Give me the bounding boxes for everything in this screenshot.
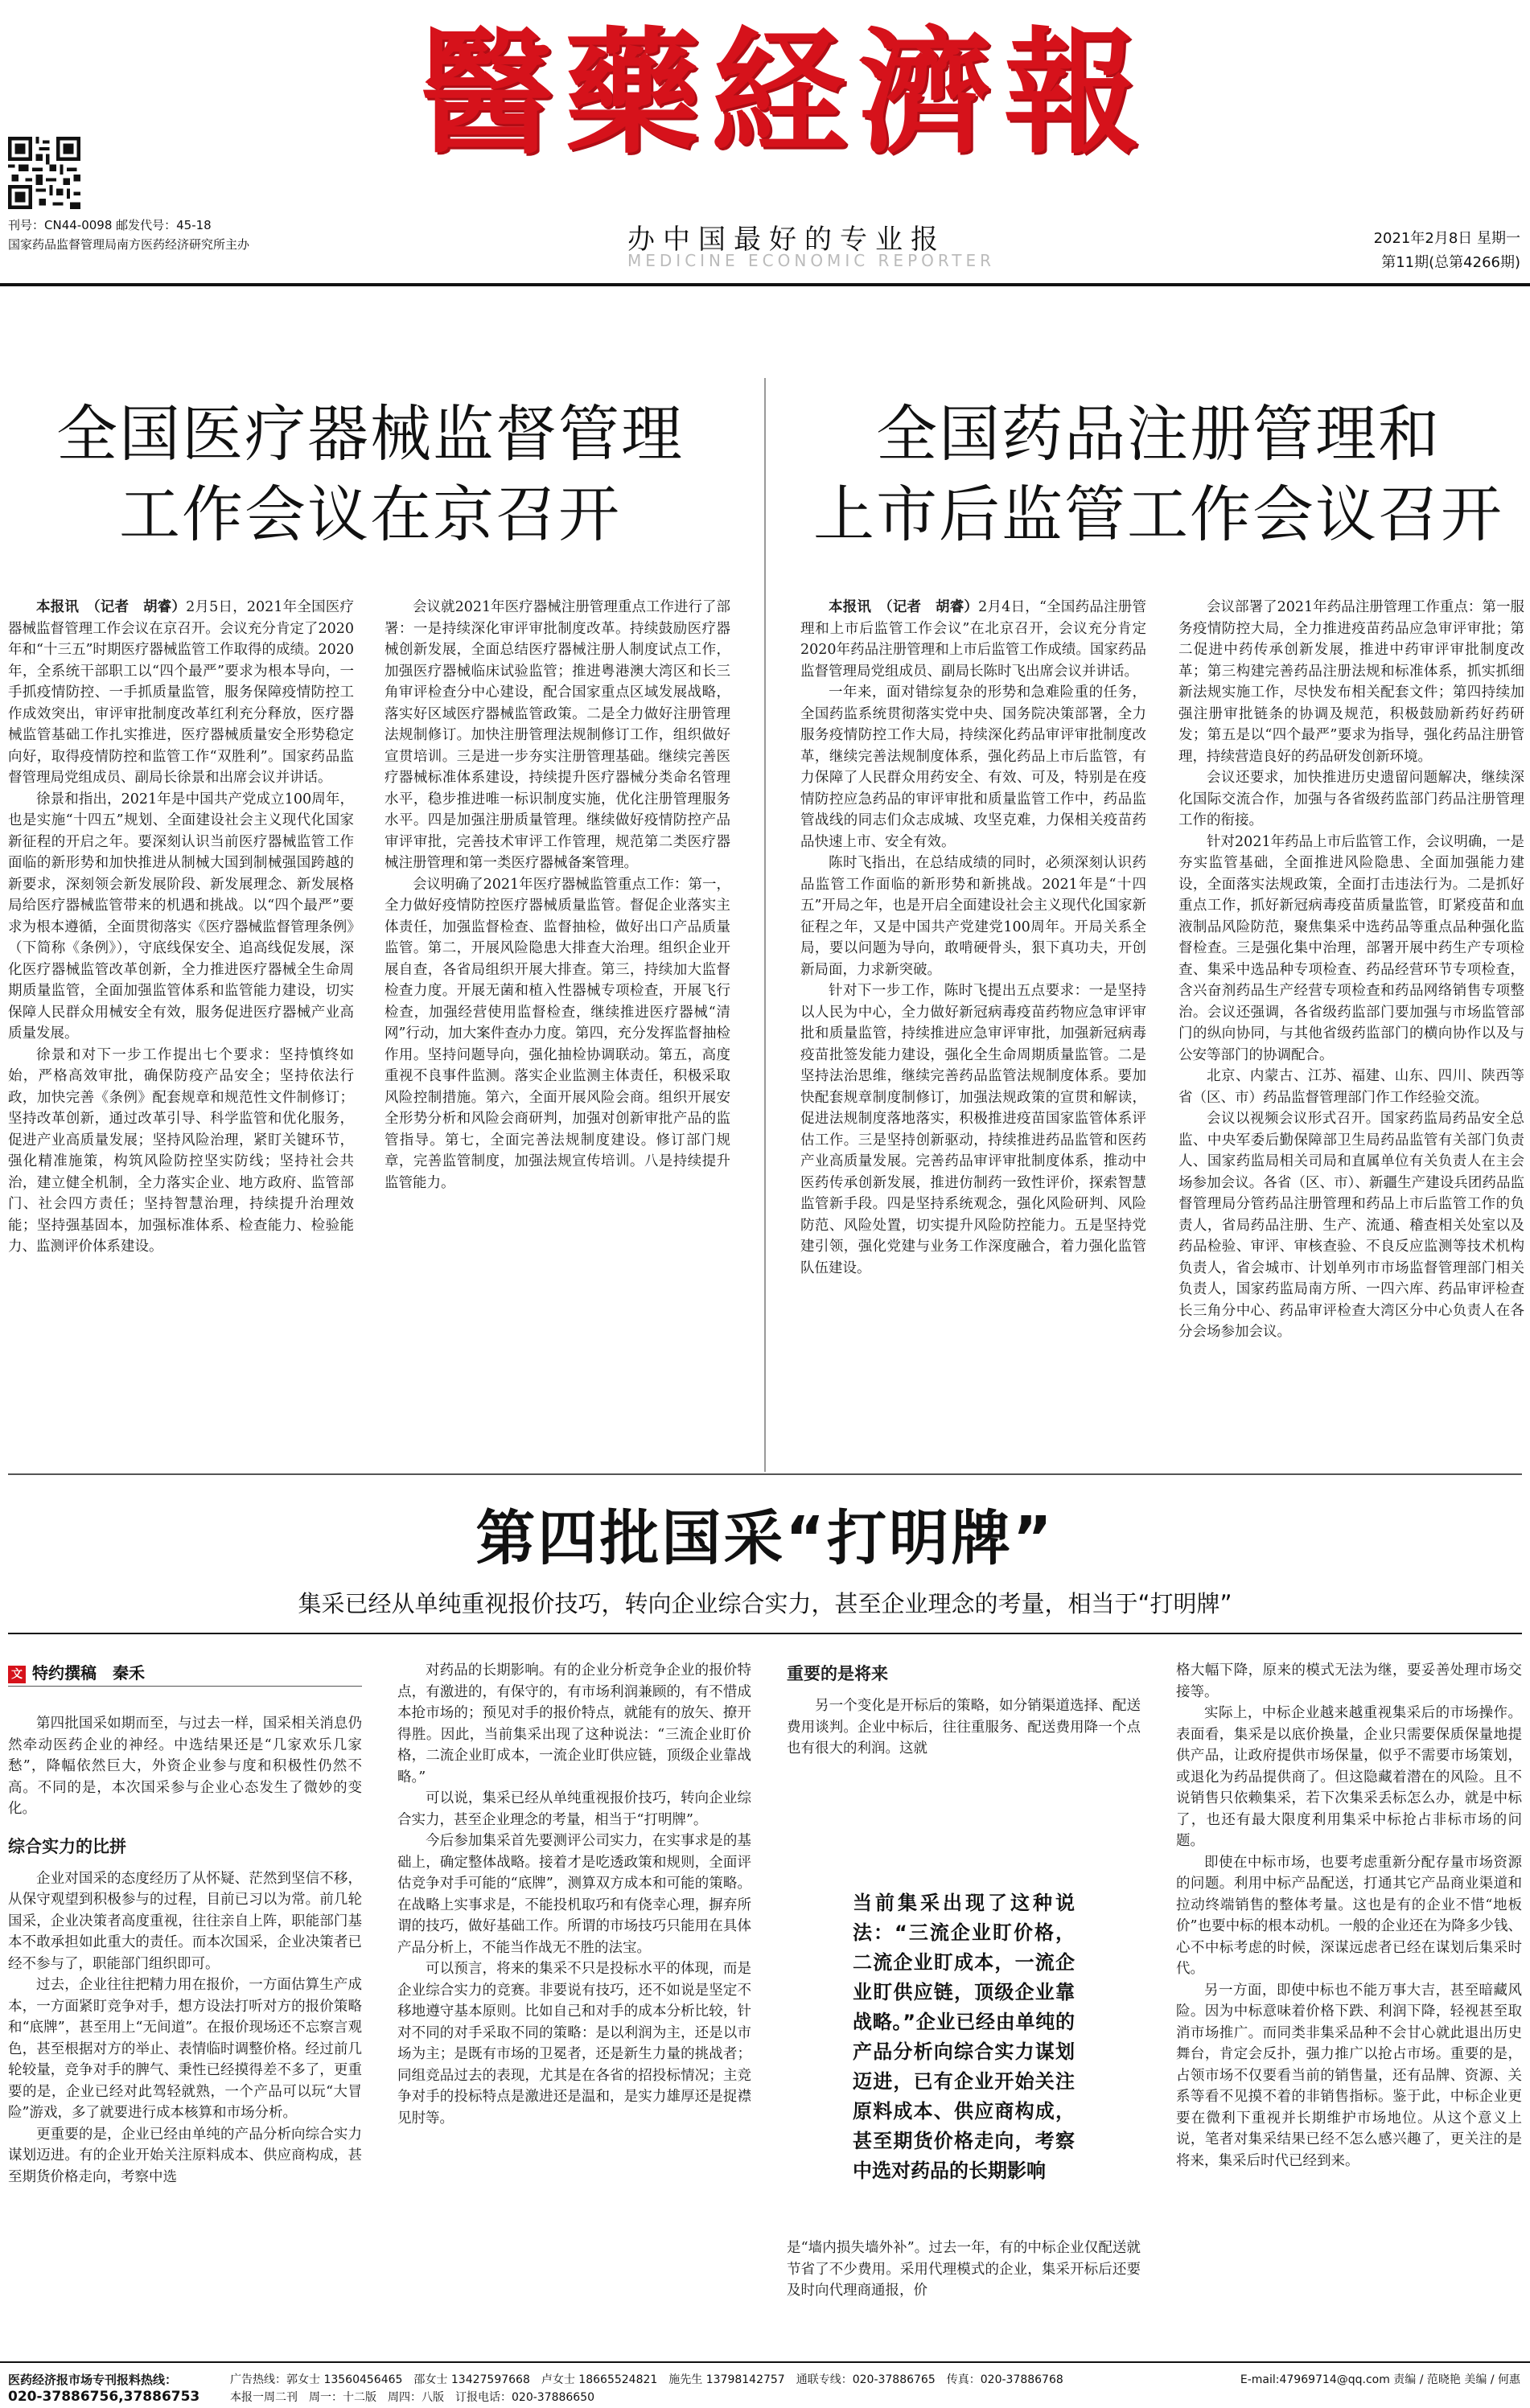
column-divider [764,378,766,1472]
subscription-info: 本报一周二刊 周一：十二版 周四：八版 订报电话：020-37886650 [230,2391,595,2404]
article-badge-icon: 文 [8,1666,26,1683]
article2-headline [796,394,1520,555]
issue-info [1374,227,1520,275]
slogan: 办中国最好的专业报 [627,224,946,256]
feature-subhead-2: 重要的是将来 [787,1664,888,1683]
feature-paragraph: 实际上，中标企业越来越重视集采后的市场操作。表面看，集采是以底价换量，企业只需要保质保量地提供产品，让政府提供市场保量，似乎不需要市场策划，或退化为药品提供商了。但这隐藏着潜在的风险。且不说销售只依赖集采，若下次集采丢标怎么办，就是中标了，也还有最大限度利用集采中标抢占非标市场的问题。 [1176,1705,1522,1849]
article2-paragraph: 会议还要求，加快推进历史遗留问题解决，继续深化国际交流合作，加强与各省级药监部门药品注册管理工作的衔接。 [1178,770,1524,828]
deck-divider [8,1633,1522,1634]
feature-column-1 [8,1713,362,2340]
feature-column-4 [1176,1660,1522,2344]
feature-subhead-1: 综合实力的比拼 [8,1836,126,1856]
article1-paragraph: 会议明确了2021年医疗器械监管重点工作：第一，全力做好疫情防控医疗器械质量监管。督促企业落实主体责任，加强监督检查、监督抽检，做好出口产品质量监管。第二，开展风险隐患大排查大治理。组织企业开展自查，各省局组织开展大排查。第三，持续加大监督检查力度。开展无菌和植入性器械专项检查，开展飞行检查，加强经营使用监督检查，继续推进医疗器械“清网”行动，加大案件查办力度。第四，充分发挥监督抽检作用。坚持问题导向，强化抽检协调联动。第五，高度重视不良事件监测。落实企业监测主体责任，积极采取风险控制措施。第六，全面开展风险会商。组织开展安全形势分析和风险会商研判，加强对创新审批产品的监管指导。第七，全面完善法规制度建设。修订部门规章，完善监管制度，加强法规宣传培训。八是持续提升监管能力。 [385,876,730,1191]
author-divider [8,1686,362,1687]
feature-column-2 [397,1660,751,2344]
feature-paragraph: 可以预言，将来的集采不只是投标水平的体现，而是企业综合实力的竞赛。非要说有技巧，还不如说是坚定不移地遵守基本原则。比如自己和对手的成本分析比较，针对不同的对手采取不同的策略：是以利润为主，还是以市场为主；是既有市场的卫冕者，还是新生力量的挑战者；同组竞品过去的表现，尤其是在各省的招投标情况；主竞争对手的投标特点是激进还是温和，是实力雄厚还是捉襟见肘等。 [397,1961,751,2127]
article1-column-1 [8,597,354,1465]
footer [0,2365,1530,2408]
section-divider [8,1473,1522,1475]
author-label: 特约撰稿 秦禾 [32,1663,145,1683]
article1-headline [16,394,724,555]
article1-column-2 [385,597,730,1465]
sponsor-info: 国家药品监督管理局南方医药经济研究所主办 [8,237,250,252]
feature-paragraph: 另一方面，即使中标也不能万事大吉，甚至暗藏风险。因为中标意味着价格下跌、利润下降，轻视甚至取消市场推广。而同类非集采品种不会甘心就此退出历史舞台，肯定会反扑，强力推广以抢占市场。重要的是，占领市场不仅要看当前的销售量，还有品牌、资源、关系等看不见摸不着的非销售指标。鉴于此，中标企业更要在微利下重视并长期维护市场地位。从这个意义上说，笔者对集采结果已经不怎么感兴趣了，更关注的是将来，集采后时代已经到来。 [1176,1982,1522,2169]
feature-paragraph: 第四批国采如期而至，与过去一样，国采相关消息仍然牵动医药企业的神经。中选结果还是“几家欢乐几家愁”，降幅依然巨大，外资企业参与度和积极性仍然不高。不同的是，本次国采参与企业心态发生了微妙的变化。 [8,1716,362,1817]
masthead [0,0,1530,306]
article1-byline: 本报讯 （记者 胡睿） [36,599,187,615]
article2-column-2 [1178,597,1524,1465]
article1-paragraph: 徐景和对下一步工作提出七个要求：坚持慎终如始，严格高效审批，确保防疫产品安全；坚持依法行政，加快完善《条例》配套规章和规范性文件制修订；坚持改革创新，通过改革引导、科学监管和优化服务，促进产业高质量发展；坚持风险治理，紧盯关键环节，强化精准施策，构筑风险防控坚实防线；坚持社会共治，建立健全机制，全力落实企业、地方政府、监管部门、社会四方责任；坚持智慧治理，持续提升治理效能；坚持强基固本，加强标准体系、检查能力、检验能力、监测评价体系建设。 [8,1046,354,1255]
feature-paragraph: 是“墙内损失墙外补”。过去一年，有的中标企业仅配送就节省了不少费用。采用代理模式的企业，集采开标后还要及时向代理商通报，价 [787,2240,1141,2299]
qr-code-icon [8,137,80,209]
feature-paragraph: 企业对国采的态度经历了从怀疑、茫然到坚信不移，从保守观望到积极参与的过程，目前已习以为常。前几轮国采，企业决策者高度重视，往往亲自上阵，职能部门基本不敢承担如此重大的责任。而本次国采，企业决策者已经不参与了，职能部门组织即可。 [8,1870,362,1972]
article2-paragraph: 针对2021年药品上市后监管工作，会议明确，一是夯实监管基础，全面推进风险隐患、全面加强能力建设，全面落实法规政策，全面打击违法行为。二是抓好重点工作，抓好新冠病毒疫苗质量监管，盯紧疫苗和血液制品风险防范，聚焦集采中选药品等重点品种强化监督检查。三是强化集中治理，部署开展中药生产专项检查、集采中选品种专项检查、药品经营环节专项检查，含兴奋剂药品生产经营专项检查和药品网络销售专项整治。会议还强调，各省级药监部门要加强与市场监管部门的纵向协同，与其他省级药监部门的横向协作以及与公安等部门的协调配合。 [1178,833,1524,1063]
feature-deck: 集采已经从单纯重视报价技巧，转向企业综合实力，甚至企业理念的考量，相当于“打明牌” [298,1590,1232,1617]
article2-byline: 本报讯 （记者 胡睿） [829,599,979,615]
article2-paragraph: 针对下一步工作，陈时飞提出五点要求：一是坚持以人民为中心，全力做好新冠病毒疫苗药物应急审评审批和质量监管，持续推进应急审评审批，加强新冠病毒疫苗批签发能力建设，强化全生命周期质量监管。二是坚持法治思维，继续完善药品监管法规制度体系。要加快配套规章制度制修订，加强法规政策的宣贯和解读，促进法规制度落地落实，积极推进疫苗国家监管体系评估工作。三是坚持创新驱动，持续推进药品监管和医药产业高质量发展。完善药品审评审批制度体系，推动中医药传承创新发展，推进仿制药一致性评价，探索智慧监管新手段。四是坚持系统观念，强化风险研判、风险防范、风险处置，切实提升风险防控能力。五是坚持党建引领，强化党建与业务工作深度融合，着力强化监管队伍建设。 [800,983,1146,1276]
hotline-numbers: 020-37886756,37886753 [8,2389,200,2405]
article2-paragraph: 会议以视频会议形式召开。国家药监局药品安全总监、中央军委后勤保障部卫生局药品监管有关部门负责人、国家药监局相关司局和直属单位有关负责人在主会场参加会议。各省（区、市）、新疆生产建设兵团药品监督管理局分管药品注册管理和药品上市后监管工作的负责人，省局药品注册、生产、流通、稽查相关处室以及药品检验、审评、审核查验、不良反应监测等技术机构负责人，省会城市、计划单列市市场监督管理部门相关负责人，国家药监局南方所、一四六库、药品审评检查长三角分中心、药品审评检查大湾区分中心负责人在各分会场参加会议。 [1178,1111,1524,1340]
feature-column-3-continued [787,2237,1141,2342]
feature-paragraph: 过去，企业往往把精力用在报价，一方面估算生产成本，一方面紧盯竞争对手，想方设法打听对方的报价策略和“底牌”，甚至用上“无间道”。在报价现场还不忘察言观色，甚至根据对方的举止、表情临时调整价格。经过前几轮较量，竞争对手的脾气、秉性已经摸得差不多了，更重要的是，企业已经对此驾轻就熟，一个产品可以玩“大冒险”游戏，多了就要进行成本核算和市场分析。 [8,1977,362,2121]
editor-credits: E-mail:47969714@qq.com 责编 / 范晓艳 美编 / 何惠 [1240,2373,1520,2386]
publication-meta [8,216,370,254]
masthead-divider [0,283,1530,286]
feature-author [8,1660,145,1683]
feature-headline: 第四批国采“打明牌” [475,1504,1055,1573]
article2-headline-line2: 上市后监管工作会议召开 [813,479,1503,550]
newspaper-logo: 醫藥経濟報 [418,13,1150,172]
publication-info: 刊号：CN44-0098 邮发代号：45-18 [8,218,212,232]
article1-headline-line2: 工作会议在京召开 [119,479,621,550]
article2-column-1 [800,597,1146,1465]
issue-number: 第11期(总第4266期) [1381,254,1520,271]
article2-paragraph: 会议部署了2021年药品注册管理工作重点：第一服务疫情防控大局，全力推进疫苗药品应急审评审批；第二促进中药传承创新发展，推进中药审评审批制度改革；第三构建完善药品注册法规和标准体系，抓实抓细新法规实施工作，尽快发布相关配套文件；第四持续加强注册审批链条的协调及规范，积极鼓励新药好药研发；第五是以“四个最严”要求为指导，强化药品注册管理，持续营造良好的药品研发创新环境。 [1178,599,1524,765]
feature-paragraph: 格大幅下降，原来的模式无法为继，要妥善处理市场交接等。 [1176,1662,1522,1700]
feature-paragraph: 另一个变化是开标后的策略，如分销渠道选择、配送费用谈判。企业中标后，往往重服务、配送费用降一个点也有很大的利润。这就 [787,1698,1141,1757]
ad-contacts: 广告热线：郭女士 13560456465 邵女士 13427597668 卢女士 18665524821 施先生 13798142757 通联专线：020-37886765 传真：020-37886768 [230,2373,1063,2386]
pullquote: 当前集采出现了这种说法：“三流企业盯价格，二流企业盯成本，一流企业盯供应链，顶级企业靠战略。”企业已经由单纯的产品分析向综合实力谋划迈进，已有企业开始关注原料成本、供应商构成，甚至期货价格走向，考察中选对药品的长期影响 [853,1888,1075,2186]
footer-divider [0,2361,1530,2363]
feature-paragraph: 今后参加集采首先要测评公司实力，在实事求是的基础上，确定整体战略。接着才是吃透政策和规则，全面评估竞争对手可能的“底牌”，测算双方成本和可能的策略。在战略上实事求是，不能投机取巧和有侥幸心理，摒弃所谓的技巧，做好基础工作。所谓的市场技巧只能用在具体产品分析上，不能当作战无不胜的法宝。 [397,1833,751,1956]
article2-paragraph: 一年来，面对错综复杂的形势和急难险重的任务，全国药监系统贯彻落实党中央、国务院决策部署，全力服务疫情防控工作大局，持续深化药品审评审批制度改革，继续完善法规制度体系，强化药品上市后监管，有力保障了人民群众用药安全、有效、可及，特别是在疫情防控应急药品的审评审批和质量监管工作中，药品监管战线的同志们众志成城、攻坚克难，力保相关疫苗药品快速上市、安全有效。 [800,684,1146,850]
article1-headline-line1: 全国医疗器械监督管理 [56,398,684,470]
hotline-label: 医药经济报市场专刊报料热线： [8,2373,178,2387]
article1-paragraph: 徐景和指出，2021年是中国共产党成立100周年，也是实施“十四五”规划、全面建设社会主义现代化国家新征程的开启之年。要深刻认识当前医疗器械监管工作面临的新形势和加快推进从制械大国到制械强国跨越的新要求，深刻领会新发展阶段、新发展理念、新发展格局给医疗器械监管带来的机遇和挑战。以“四个最严”要求为根本遵循，全面贯彻落实《医疗器械监督管理条例》（下简称《条例》），守底线保安全、追高线促发展，深化医疗器械监管改革创新，全力推进医疗器械全生命周期质量监管，全面加强监管体系和监管能力建设，切实保障人民群众用械安全有效，服务促进医疗器械产业高质量发展。 [8,791,354,1042]
feature-paragraph: 更重要的是，企业已经由单纯的产品分析向综合实力谋划迈进。有的企业开始关注原料成本、供应商构成，甚至期货价格走向，考察中选 [8,2126,362,2185]
article2-paragraph: 北京、内蒙古、江苏、福建、山东、四川、陕西等省（区、市）药品监督管理部门作工作经验交流。 [1178,1068,1524,1106]
article2-paragraph: 陈时飞指出，在总结成绩的同时，必须深刻认识药品监管工作面临的新形势和新挑战。2021年是“十四五”开局之年，也是开启全面建设社会主义现代化国家新征程之年，又是中国共产党建党100周年。开局关系全局，要以问题为导向，敢啃硬骨头，狠下真功夫，开创新局面，力求新突破。 [800,855,1146,978]
feature-paragraph: 对药品的长期影响。有的企业分析竞争企业的报价特点，有激进的，有保守的，有市场利润兼顾的，有不惜成本抢市场的；预见对手的报价特点，就能有的放矢、撩开得胜。因此，当前集采出现了这种说法：“三流企业盯价格，二流企业盯成本，一流企业盯供应链，顶级企业靠战略。” [397,1662,751,1785]
issue-date: 2021年2月8日 星期一 [1373,230,1520,247]
feature-paragraph: 即使在中标市场，也要考虑重新分配存量市场资源的问题。利用中标产品配送，打通其它产品商业渠道和拉动终端销售的整体考量。这也是有的企业不惜“地板价”也要中标的根本动机。一般的企业还在为降多少钱、心不中标考虑的时候，深谋远虑者已经在谋划后集采时代。 [1176,1854,1522,1977]
article1-paragraph: 本报讯 （记者 胡睿）2月5日，2021年全国医疗器械监督管理工作会议在京召开。会议充分肯定了2020年和“十三五”时期医疗器械监管工作取得的成绩。2020年，全系统干部职工以“四个最严”要求为根本导向，一手抓疫情防控、一手抓质量监管，服务保障疫情防控工作成效突出，审评审批制度改革红利充分释放，医疗器械监管基础工作扎实推进，医疗器械质量安全形势稳定向好，取得疫情防控和监管工作“双胜利”。国家药品监督管理局党组成员、副局长徐景和出席会议并讲话。 [8,599,354,786]
slogan-english: MEDICINE ECONOMIC REPORTER [627,251,996,270]
article2-headline-line1: 全国药品注册管理和 [876,398,1441,470]
article1-paragraph: 会议就2021年医疗器械注册管理重点工作进行了部署：一是持续深化审评审批制度改革。持续鼓励医疗器械创新发展，全面总结医疗器械注册人制度试点工作，加强医疗器械临床试验监管；推进粤港澳大湾区和长三角审评检查分中心建设，配合国家重点区域发展战略，落实好区域医疗器械监管政策。二是全力做好注册管理法规制修订。加快注册管理法规制修订工作，组织做好宣贯培训。三是进一步夯实注册管理基础。继续完善医疗器械标准体系建设，持续提升医疗器械分类命名管理水平，稳步推进唯一标识制度实施，优化注册管理服务水平。四是加强注册质量管理。继续做好疫情防控产品审评审批，完善技术审评工作管理，规范第二类医疗器械注册管理和第一类医疗器械备案管理。 [385,599,730,871]
article2-paragraph: 本报讯 （记者 胡睿）2月4日，“全国药品注册管理和上市后监管工作会议”在北京召开，会议充分肯定2020年药品注册管理和上市后监管工作成绩。国家药品监督管理局党组成员、副局长陈时飞出席会议并讲话。 [800,599,1146,680]
feature-paragraph: 可以说，集采已经从单纯重视报价技巧，转向企业综合实力，甚至企业理念的考量，相当于“打明牌”。 [397,1790,751,1828]
